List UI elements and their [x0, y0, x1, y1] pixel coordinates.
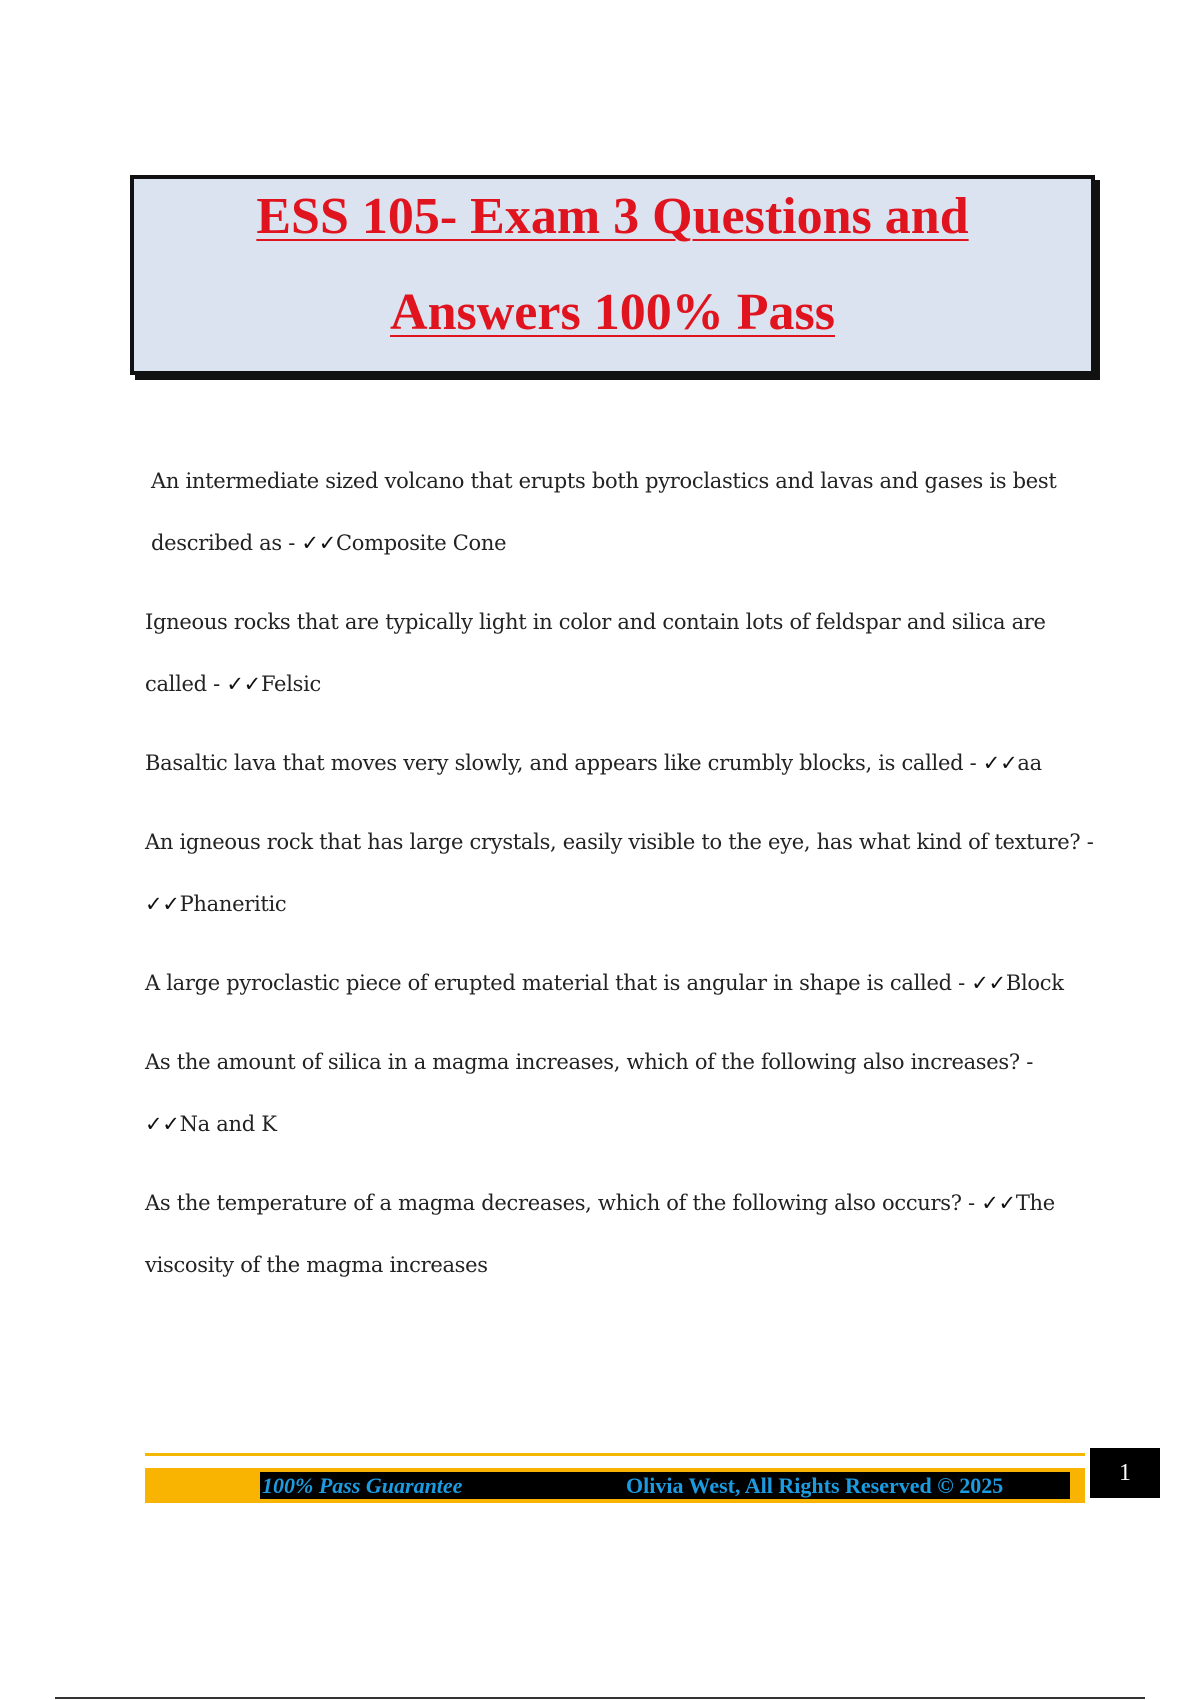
answer-text: The viscosity of the magma increases	[145, 1191, 1055, 1277]
check-icon: ✓✓	[301, 531, 336, 555]
question-text: As the amount of silica in a magma increases, which of the following also increases? -	[145, 1050, 1034, 1074]
footer-guarantee-text: 100% Pass Guarantee	[262, 1473, 463, 1498]
footer-copyright-text: Olivia West, All Rights Reserved © 2025	[626, 1473, 1004, 1498]
check-icon: ✓✓	[226, 672, 261, 696]
question-text: As the temperature of a magma decreases, which of the following also occurs? -	[145, 1191, 982, 1215]
check-icon: ✓✓	[982, 751, 1018, 775]
footer-divider	[145, 1453, 1085, 1456]
page-number: 1	[1090, 1448, 1160, 1498]
document-title-line-2: Answers 100% Pass	[390, 284, 835, 341]
answer-text: Phaneritic	[179, 892, 287, 916]
qa-item-1	[145, 450, 1095, 574]
document-title-line-1: ESS 105- Exam 3 Questions and	[256, 188, 969, 245]
question-text: Basaltic lava that moves very slowly, and appears like crumbly blocks, is called -	[145, 751, 983, 775]
qa-item-2	[145, 591, 1095, 715]
question-text: An igneous rock that has large crystals, easily visible to the eye, has what kind of texture? -	[145, 830, 1094, 854]
question-text: An intermediate sized volcano that erupts both pyroclastics and lavas and gases is best described as -	[151, 469, 1057, 555]
check-icon: ✓✓	[981, 1191, 1016, 1215]
check-icon: ✓✓	[145, 1112, 180, 1136]
qa-item-3	[145, 732, 1095, 794]
answer-text: Block	[1005, 971, 1064, 995]
answer-text: Composite Cone	[336, 531, 507, 555]
answer-text: Na and K	[179, 1112, 277, 1136]
qa-item-7	[145, 1172, 1095, 1296]
qa-list	[145, 450, 1095, 1313]
qa-item-4	[145, 811, 1095, 935]
qa-item-6	[145, 1031, 1095, 1155]
check-icon: ✓✓	[971, 971, 1006, 995]
title-box	[130, 175, 1095, 375]
answer-text: Felsic	[260, 672, 321, 696]
page-bottom-divider	[55, 1697, 1145, 1699]
question-text: A large pyroclastic piece of erupted material that is angular in shape is called -	[145, 971, 972, 995]
answer-text: aa	[1017, 751, 1042, 775]
check-icon: ✓✓	[145, 892, 180, 916]
qa-item-5	[145, 952, 1095, 1014]
question-text: Igneous rocks that are typically light in color and contain lots of feldspar and silica are called -	[145, 610, 1046, 696]
